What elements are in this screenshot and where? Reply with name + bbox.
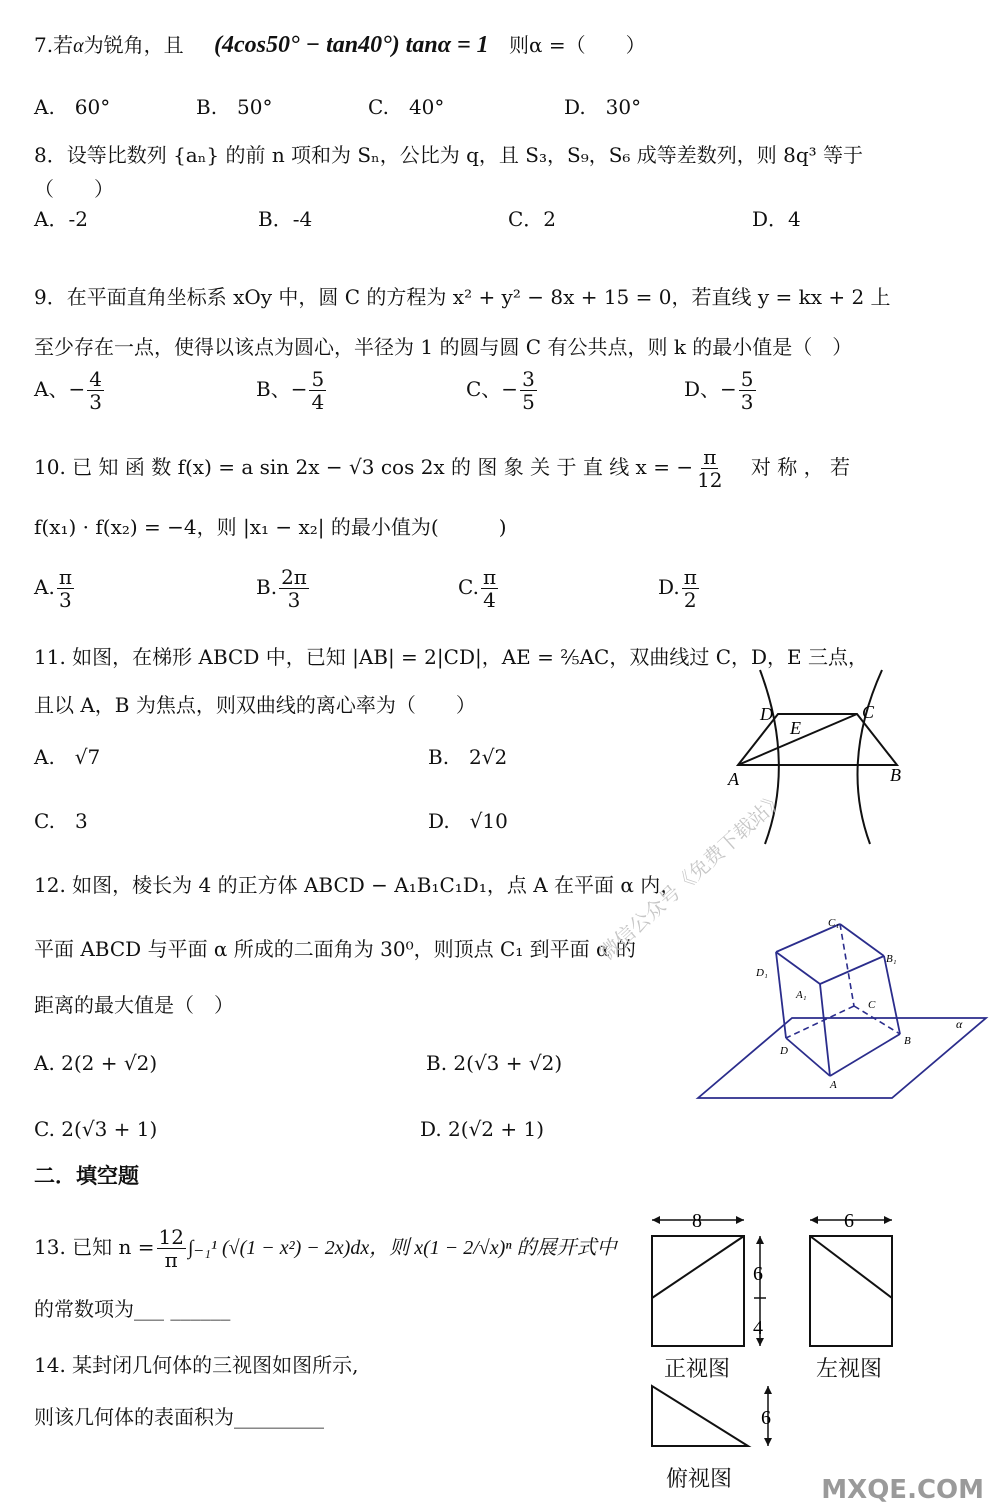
q12-option-d: D. 2(√2 + 1)	[420, 1117, 545, 1141]
frac-numerator: π	[703, 445, 717, 469]
label-c1: C₁	[828, 917, 840, 929]
q7-option-b: B. 50°	[196, 95, 273, 119]
frac-denominator: π	[164, 1248, 178, 1272]
side-view-diagonal	[810, 1236, 892, 1298]
q10-option-a	[34, 566, 76, 611]
question-9-line2: 至少存在一点，使得以该点为圆心，半径为 1 的圆与圆 C 有公共点，则 k 的最小值是（ ）	[34, 335, 853, 359]
q11-option-d: D. √10	[428, 809, 508, 833]
site-logo: MXQE.COM	[821, 1475, 984, 1505]
cube-edge	[820, 956, 884, 984]
watermark-text: 微信公众号《免费下载站》	[594, 786, 790, 965]
q7-var: α	[73, 35, 84, 57]
q12-cube-plane-figure	[694, 916, 990, 1102]
q10-option-a-fraction	[57, 566, 74, 611]
frac-numerator: π	[58, 565, 72, 589]
top-view-triangle	[652, 1386, 748, 1446]
arrow-down-icon	[756, 1338, 764, 1346]
q10-option-a-label: A.	[34, 575, 55, 599]
hyperbola-right-branch	[858, 670, 883, 844]
label-alpha: α	[956, 1017, 963, 1031]
front-view-rect	[652, 1236, 744, 1346]
q13-fraction	[157, 1226, 186, 1271]
front-view	[652, 1236, 744, 1346]
dim-top-height: 6	[761, 1407, 771, 1429]
cube-hidden-edge	[840, 924, 854, 1006]
q10-line1b: 对 称 ， 若	[750, 455, 850, 479]
q8-option-d: D．4	[752, 207, 801, 231]
arrow-up-icon	[764, 1386, 772, 1394]
top-view-caption: 俯视图	[666, 1467, 733, 1492]
three-view-diagram	[640, 1206, 910, 1458]
label-b: B	[890, 765, 901, 785]
q8-option-c: C．2	[508, 207, 557, 231]
cube-hidden-edge	[854, 1006, 900, 1034]
label-a1: A₁	[796, 989, 807, 1001]
q9-option-c-fraction	[520, 368, 537, 413]
cube-edge	[884, 956, 900, 1034]
q10-line1a: 10. 已 知 函 数 f(x) = a sin 2x − √3 cos 2x 的 图 象 关 于 直 线 x = −	[34, 455, 694, 479]
q9-option-d	[684, 368, 758, 413]
arrow-right-icon	[736, 1216, 744, 1224]
q7-mid: 为锐角，且	[83, 33, 184, 57]
frac-numerator: π	[683, 565, 697, 589]
q10-option-b-fraction	[279, 566, 309, 611]
label-c: C	[862, 702, 875, 722]
q9-option-a-fraction	[87, 368, 104, 413]
section-title-fill-in: 二．填空题	[34, 1164, 139, 1188]
frac-numerator: 3	[522, 367, 535, 391]
q12-option-a: A. 2(2 + √2)	[34, 1051, 158, 1075]
q9-option-d-fraction	[739, 368, 756, 413]
q7-option-d: D. 30°	[564, 95, 642, 119]
q7-formula: (4cos50° − tan40°) tanα = 1	[213, 32, 489, 58]
q9-option-a	[34, 368, 106, 413]
q12-option-c: C. 2(√3 + 1)	[34, 1117, 158, 1141]
frac-denominator: 12	[697, 468, 723, 492]
frac-numerator: π	[482, 565, 497, 589]
cube-edge	[820, 984, 830, 1076]
q12-option-b: B. 2(√3 + √2)	[426, 1051, 563, 1075]
q11-option-a: A. √7	[34, 745, 101, 769]
front-view-caption: 正视图	[664, 1357, 731, 1382]
question-10-line1	[34, 446, 850, 491]
frac-denominator: 3	[59, 588, 72, 612]
front-view-diagonal	[652, 1236, 744, 1298]
q8-option-b: B．-4	[258, 207, 313, 231]
plane-alpha	[698, 1018, 986, 1098]
q11-option-b: B. 2√2	[428, 745, 508, 769]
side-view-rect	[810, 1236, 892, 1346]
q10-fraction	[695, 446, 724, 491]
side-view	[810, 1236, 892, 1346]
label-b1: B₁	[886, 953, 897, 965]
cube-edge	[786, 1038, 830, 1076]
q7-suffix: 则α =（ ）	[509, 33, 646, 57]
label-d: D	[780, 1045, 788, 1057]
q7-option-a: A. 60°	[34, 95, 111, 119]
q8-option-a: A．-2	[34, 207, 88, 231]
label-a: A	[830, 1079, 837, 1091]
q9-option-a-label: A、−	[34, 377, 86, 401]
q10-option-b	[256, 566, 311, 611]
arrow-up-icon	[756, 1236, 764, 1244]
dim-front-upper: 6	[753, 1263, 763, 1285]
q10-option-d	[658, 566, 701, 611]
q7-prefix: 7.若	[34, 33, 74, 57]
q9-option-b-fraction	[309, 368, 326, 413]
question-13-line1	[34, 1226, 617, 1271]
question-11-line1: 11. 如图，在梯形 ABCD 中，已知 |AB| = 2|CD|，AE = ⅖AC，双曲线过 C，D，E 三点，	[34, 645, 869, 669]
question-13-line2: 的常数项为___ ______	[34, 1297, 231, 1321]
cube-hidden-edge	[786, 1006, 854, 1038]
q9-option-c	[466, 368, 539, 413]
q11-option-c: C. 3	[34, 809, 88, 833]
q9-option-c-label: C、−	[466, 377, 519, 401]
frac-denominator: 4	[483, 588, 496, 612]
q9-option-d-label: D、−	[684, 377, 737, 401]
q10-option-c-label: C.	[458, 575, 479, 599]
frac-numerator: 2π	[281, 565, 307, 589]
question-8-line1: 8．设等比数列 {aₙ} 的前 n 项和为 Sₙ，公比为 q，且 S₃，S₉，S₆ 成等差数列，则 8q³ 等于	[34, 143, 864, 167]
label-a: A	[728, 769, 739, 789]
question-12-line1: 12. 如图，棱长为 4 的正方体 ABCD − A₁B₁C₁D₁，点 A 在平面 α 内，	[34, 873, 681, 897]
question-8-line2: （ ）	[34, 177, 114, 201]
frac-denominator: 3	[740, 390, 754, 414]
frac-numerator: 4	[89, 367, 102, 391]
question-12-line3: 距离的最大值是（ ）	[34, 993, 234, 1017]
cube-edge	[776, 952, 786, 1038]
frac-denominator: 3	[287, 588, 301, 612]
question-9-line1: 9．在平面直角坐标系 xOy 中，圆 C 的方程为 x² + y² − 8x + 15 = 0，若直线 y = kx + 2 上	[34, 285, 891, 309]
arrow-left-icon	[810, 1216, 818, 1224]
q9-option-b-label: B、−	[256, 377, 308, 401]
frac-denominator: 5	[522, 390, 535, 414]
arrow-left-icon	[652, 1216, 660, 1224]
dim-side-width: 6	[844, 1210, 854, 1232]
q10-option-b-label: B.	[256, 575, 278, 599]
dim-front-width: 8	[692, 1210, 702, 1232]
q9-option-b	[256, 368, 328, 413]
arrow-right-icon	[884, 1216, 892, 1224]
label-e: E	[790, 718, 801, 738]
question-14-line1: 14. 某封闭几何体的三视图如图所示,	[34, 1353, 359, 1377]
cube-edge	[830, 1034, 900, 1076]
question-11-line2: 且以 A，B 为焦点，则双曲线的离心率为（ ）	[34, 693, 476, 717]
q13-prefix: 13. 已知 n =	[34, 1235, 155, 1259]
q10-option-d-fraction	[682, 566, 699, 611]
question-10-line2: f(x₁) · f(x₂) = −4，则 |x₁ − x₂| 的最小值为( )	[34, 515, 507, 539]
question-7	[34, 30, 646, 61]
q13-integral: ∫₋₁¹ (√(1 − x²) − 2x)dx，则 x(1 − 2/√x)ⁿ 的展开式中	[187, 1237, 617, 1259]
frac-numerator: 12	[158, 1225, 184, 1249]
label-d: D	[760, 704, 773, 724]
question-14-line2: 则该几何体的表面积为_________	[34, 1405, 324, 1429]
frac-denominator: 4	[311, 390, 325, 414]
label-c: C	[868, 999, 876, 1011]
label-b: B	[904, 1035, 911, 1047]
arrow-down-icon	[764, 1438, 772, 1446]
dim-front-lower: 4	[753, 1317, 763, 1339]
q7-option-c: C. 40°	[368, 95, 445, 119]
frac-numerator: 5	[311, 367, 325, 391]
label-d1: D₁	[756, 967, 768, 979]
q10-option-c	[458, 566, 500, 611]
cube-edge	[840, 924, 884, 956]
q10-option-c-fraction	[481, 566, 498, 611]
frac-denominator: 3	[89, 390, 102, 414]
side-view-caption: 左视图	[816, 1357, 883, 1382]
frac-denominator: 2	[683, 588, 697, 612]
frac-numerator: 5	[740, 367, 754, 391]
question-12-line2: 平面 ABCD 与平面 α 所成的二面角为 30⁰，则顶点 C₁ 到平面 α 的	[34, 937, 636, 961]
q10-option-d-label: D.	[658, 575, 680, 599]
cube-edge	[776, 952, 820, 984]
